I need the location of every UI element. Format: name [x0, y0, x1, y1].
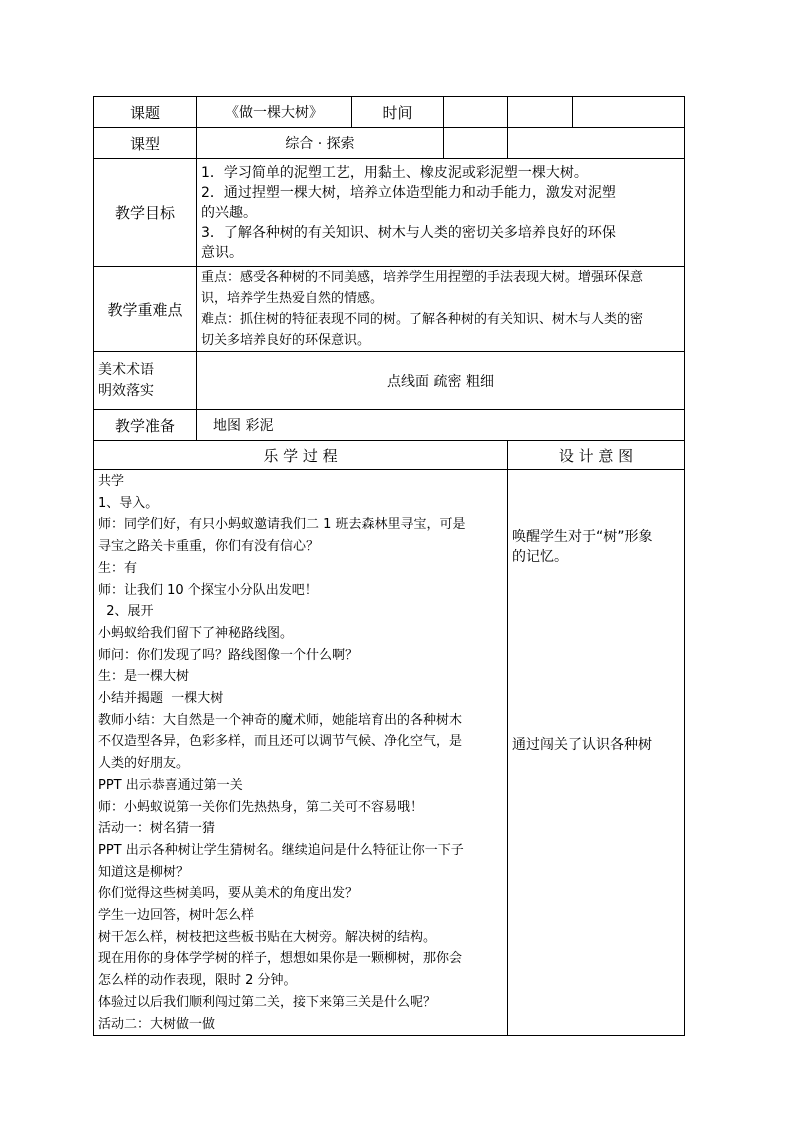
process-line: 1、导入。 — [98, 495, 159, 511]
intent-content — [508, 470, 685, 1036]
prep-row — [94, 410, 685, 441]
process-line: 寻宝之路关卡重重，你们有没有信心？ — [98, 539, 320, 555]
process-line: 师：同学们好，有只小蚂蚁邀请我们二 1 班去森林里寻宝，可是 — [98, 517, 466, 533]
key-point-line: 重点：感受各种树的不同美感，培养学生用捏塑的手法表现大树。增强环保意 — [201, 270, 644, 285]
process-line: 小结并揭题 一棵大树 — [98, 691, 224, 707]
process-line: 生：是一棵大树 — [98, 669, 190, 685]
process-line: 2、展开 — [98, 604, 154, 620]
prep-value: 地图 彩泥 — [197, 410, 685, 441]
art-terms-value: 点线面 疏密 粗细 — [197, 352, 685, 410]
process-line: PPT 出示恭喜通过第一关 — [98, 777, 243, 793]
prep-label: 教学准备 — [94, 410, 197, 441]
type-cell-1 — [444, 128, 508, 159]
process-line: 人类的好朋友。 — [98, 756, 190, 772]
process-line: 树干怎么样，树枝把这些板书贴在大树旁。解决树的结构。 — [98, 929, 437, 945]
key-point-line: 识，培养学生热爱自然的情感。 — [201, 291, 384, 306]
process-line: 知道这是柳树？ — [98, 864, 190, 880]
topic-label: 课题 — [94, 97, 197, 128]
key-point-line: 难点：抓住树的特征表现不同的树。了解各种树的有关知识、树木与人类的密 — [201, 312, 644, 327]
goals-row — [94, 159, 685, 267]
key-point-line: 切关多培养良好的环保意识。 — [201, 333, 371, 348]
time-cell-1 — [444, 97, 508, 128]
process-line: 不仅造型各异，色彩多样，而且还可以调节气候、净化空气，是 — [98, 734, 463, 750]
intent-line: 通过闯关了认识各种树 — [512, 737, 652, 753]
process-line: 师：让我们 10 个探宝小分队出发吧！ — [98, 582, 318, 598]
art-terms-label-line2: 明效落实 — [98, 382, 154, 399]
goal-line: 1．学习简单的泥塑工艺，用黏土、橡皮泥或彩泥塑一棵大树。 — [201, 164, 588, 181]
time-cell-2 — [508, 97, 573, 128]
process-line: 你们觉得这些树美吗，要从美术的角度出发？ — [98, 886, 359, 902]
key-points-label: 教学重难点 — [94, 267, 197, 352]
topic-value: 《做一棵大树》 — [197, 97, 352, 128]
type-label: 课型 — [94, 128, 197, 159]
intent-line: 的记忆。 — [512, 549, 568, 565]
process-content — [94, 470, 508, 1036]
goal-line: 3．了解各种树的有关知识、树木与人类的密切关多培养良好的环保 — [201, 224, 616, 241]
process-row — [94, 470, 685, 1036]
key-points-content — [197, 267, 685, 352]
process-line: 活动一：树名猜一猜 — [98, 821, 216, 837]
process-line: PPT 出示各种树让学生猜树名。继续追问是什么特征让你一下子 — [98, 842, 464, 858]
time-cell-3 — [573, 97, 685, 128]
topic-row — [94, 97, 685, 128]
process-line: 师：小蚂蚁说第一关你们先热热身，第二关可不容易哦！ — [98, 799, 424, 815]
process-line: 生：有 — [98, 560, 138, 576]
goal-line: 的兴趣。 — [201, 204, 257, 221]
process-line: 教师小结：大自然是一个神奇的魔术师，她能培育出的各种树木 — [98, 712, 463, 728]
intent-spacer — [512, 567, 680, 735]
type-cell-2 — [508, 128, 685, 159]
goal-line: 2．通过捏塑一棵大树，培养立体造型能力和动手能力，激发对泥塑 — [201, 184, 616, 201]
goals-content — [197, 159, 685, 267]
process-line: 体验过以后我们顺利闯过第二关，接下来第三关是什么呢？ — [98, 994, 437, 1010]
type-value: 综合 · 探索 — [197, 128, 444, 159]
process-line: 共学 — [98, 474, 125, 489]
process-line: 学生一边回答，树叶怎么样 — [98, 908, 255, 924]
goal-line: 意识。 — [201, 244, 243, 261]
art-terms-label — [94, 352, 197, 410]
process-header-row — [94, 441, 685, 470]
process-line: 现在用你的身体学学树的样子，想想如果你是一颗柳树，那你会 — [98, 951, 463, 967]
intent-line: 唤醒学生对于“树”形象 — [512, 529, 653, 545]
process-line: 小蚂蚁给我们留下了神秘路线图。 — [98, 625, 294, 641]
process-line: 活动二：大树做一做 — [98, 1016, 216, 1032]
type-row — [94, 128, 685, 159]
art-terms-row — [94, 352, 685, 410]
lesson-plan-table — [93, 96, 685, 1036]
goals-label: 教学目标 — [94, 159, 197, 267]
intent-spacer — [512, 470, 680, 527]
art-terms-label-line1: 美术术语 — [98, 361, 154, 378]
lesson-plan — [93, 96, 684, 1036]
process-header: 乐 学 过 程 — [94, 441, 508, 470]
process-line: 怎么样的动作表现，限时 2 分钟。 — [98, 973, 297, 989]
intent-header: 设 计 意 图 — [508, 441, 685, 470]
key-points-row — [94, 267, 685, 352]
time-label: 时间 — [352, 97, 444, 128]
process-line: 师问：你们发现了吗？路线图像一个什么啊？ — [98, 647, 359, 663]
